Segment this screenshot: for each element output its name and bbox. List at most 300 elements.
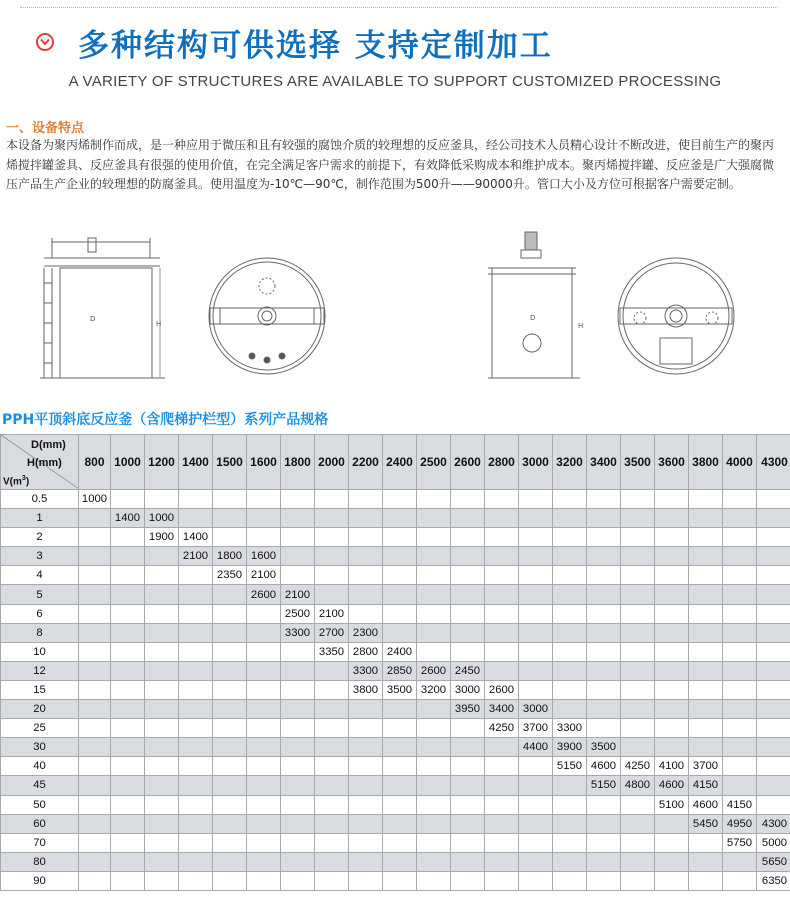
height-cell [587,604,621,623]
table-row [1,585,790,604]
height-cell [111,528,145,547]
volume-cell: 80 [1,852,79,871]
height-cell [655,604,689,623]
height-cell [383,528,417,547]
height-cell [519,566,553,585]
height-cell [315,738,349,757]
height-cell [757,795,790,814]
height-cell: 1000 [145,509,179,528]
height-cell [179,604,213,623]
height-cell [145,700,179,719]
column-header: 1600 [247,435,281,490]
column-header: 1000 [111,435,145,490]
height-cell [179,566,213,585]
height-cell [723,623,757,642]
height-cell: 1000 [79,490,111,509]
height-cell [519,776,553,795]
height-cell [179,509,213,528]
height-cell [145,680,179,699]
height-cell [723,719,757,738]
height-cell [519,680,553,699]
table-row [1,642,790,661]
height-cell [79,776,111,795]
height-cell [553,604,587,623]
height-cell [553,871,587,890]
height-cell [553,528,587,547]
height-cell [247,871,281,890]
height-cell [145,604,179,623]
volume-cell: 1 [1,509,79,528]
height-cell [417,585,451,604]
height-cell: 2800 [349,642,383,661]
height-cell: 1900 [145,528,179,547]
height-cell: 4600 [587,757,621,776]
height-cell [757,509,790,528]
height-cell [315,700,349,719]
height-cell [587,490,621,509]
height-cell [315,585,349,604]
height-cell: 4400 [519,738,553,757]
height-cell [485,776,519,795]
height-cell [485,814,519,833]
height-cell [179,871,213,890]
height-cell [757,604,790,623]
volume-cell: 0.5 [1,490,79,509]
height-cell [723,776,757,795]
height-cell: 4150 [723,795,757,814]
height-cell [417,776,451,795]
height-cell: 2600 [485,680,519,699]
height-cell [519,547,553,566]
height-cell: 3300 [281,623,315,642]
height-cell [213,680,247,699]
height-cell: 2100 [315,604,349,623]
height-cell [485,509,519,528]
height-cell [281,738,315,757]
height-cell [315,719,349,738]
table-row [1,719,790,738]
height-cell [485,528,519,547]
height-cell [179,776,213,795]
height-cell [553,566,587,585]
height-cell [349,852,383,871]
height-cell [723,680,757,699]
height-cell [111,680,145,699]
height-cell [281,509,315,528]
height-cell [689,547,723,566]
height-cell [587,680,621,699]
height-cell [247,719,281,738]
table-row [1,623,790,642]
height-cell [349,871,383,890]
height-cell: 1400 [179,528,213,547]
height-cell [315,795,349,814]
height-cell [179,642,213,661]
height-cell [621,490,655,509]
height-cell [111,814,145,833]
height-cell [587,528,621,547]
height-cell [349,776,383,795]
height-cell [213,528,247,547]
height-cell [213,795,247,814]
height-cell [519,642,553,661]
page-subtitle: A VARIETY OF STRUCTURES ARE AVAILABLE TO SUPPORT CUSTOMIZED PROCESSING [68,73,722,90]
height-cell [587,661,621,680]
height-cell [451,528,485,547]
height-cell: 4300 [757,814,790,833]
height-cell [383,604,417,623]
height-cell [689,490,723,509]
height-cell [417,604,451,623]
height-cell [485,642,519,661]
height-cell [621,623,655,642]
height-cell [689,585,723,604]
height-cell [723,528,757,547]
height-cell [519,490,553,509]
height-cell: 3300 [349,661,383,680]
height-cell [621,700,655,719]
height-cell [689,680,723,699]
height-cell [247,700,281,719]
height-cell [349,585,383,604]
table-row [1,757,790,776]
height-cell: 3500 [383,680,417,699]
height-cell [689,528,723,547]
height-cell: 2300 [349,623,383,642]
volume-cell: 5 [1,585,79,604]
height-cell [553,795,587,814]
height-cell: 2850 [383,661,417,680]
height-cell [349,700,383,719]
height-cell [587,795,621,814]
height-cell [655,528,689,547]
column-header: 2200 [349,435,383,490]
height-cell [247,661,281,680]
height-cell [757,528,790,547]
height-cell [417,490,451,509]
height-cell [587,719,621,738]
height-cell [111,719,145,738]
height-cell [655,490,689,509]
height-cell [145,776,179,795]
height-cell: 5150 [553,757,587,776]
height-cell [281,814,315,833]
height-cell [79,680,111,699]
height-cell [281,642,315,661]
table-row [1,776,790,795]
equipment-drawings [0,228,790,388]
height-cell [757,680,790,699]
height-cell [587,814,621,833]
height-cell [553,776,587,795]
height-cell [689,642,723,661]
height-cell [655,871,689,890]
height-cell [213,623,247,642]
height-cell [179,757,213,776]
height-cell [79,814,111,833]
height-cell [349,757,383,776]
height-cell [145,871,179,890]
height-cell [79,700,111,719]
height-cell [213,833,247,852]
height-cell: 3200 [417,680,451,699]
height-cell [111,642,145,661]
height-cell [145,719,179,738]
height-cell [757,700,790,719]
height-cell [757,566,790,585]
height-cell [621,833,655,852]
height-cell [553,814,587,833]
height-cell [315,547,349,566]
column-header: 1200 [145,435,179,490]
height-cell: 3400 [485,700,519,719]
height-cell [519,871,553,890]
column-header: 2000 [315,435,349,490]
height-cell [587,642,621,661]
height-cell [247,833,281,852]
height-cell [145,661,179,680]
height-cell [485,871,519,890]
height-cell [145,566,179,585]
height-cell [383,719,417,738]
height-cell [383,776,417,795]
height-cell [145,547,179,566]
volume-cell: 90 [1,871,79,890]
motor-tank-top-view [618,258,734,374]
height-cell [383,509,417,528]
height-cell [451,776,485,795]
height-cell [179,490,213,509]
column-header: 3000 [519,435,553,490]
height-cell [213,490,247,509]
height-cell [689,509,723,528]
page-title: 多种结构可供选择 支持定制加工 [78,27,553,64]
height-cell [519,585,553,604]
volume-cell: 20 [1,700,79,719]
column-header: 2800 [485,435,519,490]
height-cell [621,852,655,871]
height-cell [723,642,757,661]
column-header: 3200 [553,435,587,490]
height-cell [519,852,553,871]
height-cell [757,776,790,795]
height-cell [689,566,723,585]
height-cell [315,814,349,833]
height-cell [621,719,655,738]
height-cell [417,528,451,547]
volume-cell: 6 [1,604,79,623]
label-h: H [156,320,162,328]
corner-d-label: D(mm) [31,439,66,451]
height-cell [519,623,553,642]
height-cell [349,795,383,814]
height-cell [349,490,383,509]
height-cell: 4600 [655,776,689,795]
height-cell [315,852,349,871]
height-cell [281,852,315,871]
height-cell [179,814,213,833]
table-row [1,547,790,566]
height-cell [587,852,621,871]
height-cell [247,528,281,547]
height-cell [111,490,145,509]
height-cell [281,680,315,699]
table-row [1,795,790,814]
height-cell [79,509,111,528]
height-cell: 2700 [315,623,349,642]
height-cell [213,509,247,528]
corner-v-label: $V(m^3)$ [3,475,30,488]
height-cell [553,585,587,604]
height-cell [485,757,519,776]
table-row [1,814,790,833]
height-cell: 5450 [689,814,723,833]
height-cell [723,700,757,719]
height-cell [349,566,383,585]
height-cell [451,719,485,738]
height-cell: 3350 [315,642,349,661]
height-cell [587,871,621,890]
height-cell [349,604,383,623]
height-cell [587,585,621,604]
height-cell [383,871,417,890]
height-cell [553,833,587,852]
height-cell [655,642,689,661]
volume-cell: 70 [1,833,79,852]
height-cell [757,547,790,566]
height-cell: 2400 [383,642,417,661]
height-cell [519,661,553,680]
height-cell: 2500 [281,604,315,623]
height-cell [621,680,655,699]
height-cell [451,852,485,871]
height-cell [281,776,315,795]
height-cell [281,833,315,852]
table-row [1,680,790,699]
height-cell [247,757,281,776]
height-cell [723,757,757,776]
height-cell [655,661,689,680]
height-cell [79,795,111,814]
table-row [1,700,790,719]
height-cell: 4950 [723,814,757,833]
height-cell [349,814,383,833]
height-cell [281,547,315,566]
height-cell [485,795,519,814]
height-cell [485,833,519,852]
height-cell [79,852,111,871]
column-header: 4000 [723,435,757,490]
height-cell [111,852,145,871]
height-cell [757,757,790,776]
height-cell [383,795,417,814]
table-row [1,661,790,680]
height-cell [383,623,417,642]
table-row [1,871,790,890]
volume-cell: 45 [1,776,79,795]
height-cell [145,490,179,509]
height-cell [723,566,757,585]
height-cell [281,795,315,814]
height-cell [621,795,655,814]
height-cell [315,757,349,776]
height-cell [655,680,689,699]
height-cell [383,700,417,719]
height-cell [485,490,519,509]
height-cell [179,623,213,642]
height-cell [247,509,281,528]
label-h-2: H [578,322,584,330]
height-cell [213,719,247,738]
height-cell: 1800 [213,547,247,566]
height-cell [383,757,417,776]
height-cell [655,719,689,738]
height-cell [451,547,485,566]
height-cell [79,833,111,852]
height-cell: 4800 [621,776,655,795]
height-cell [553,852,587,871]
height-cell [451,623,485,642]
height-cell [655,700,689,719]
height-cell [111,700,145,719]
height-cell [655,852,689,871]
height-cell: 2100 [179,547,213,566]
height-cell [417,795,451,814]
height-cell [519,509,553,528]
height-cell [621,604,655,623]
height-cell [111,795,145,814]
height-cell [757,738,790,757]
height-cell: 4250 [485,719,519,738]
height-cell [519,604,553,623]
table-row [1,738,790,757]
volume-cell: 8 [1,623,79,642]
height-cell [111,566,145,585]
height-cell [315,509,349,528]
label-d: D [90,315,96,323]
column-header: 1400 [179,435,213,490]
height-cell [349,528,383,547]
height-cell: 3700 [689,757,723,776]
height-cell [247,490,281,509]
height-cell [451,795,485,814]
height-cell [79,585,111,604]
height-cell [655,814,689,833]
volume-cell: 40 [1,757,79,776]
height-cell [145,623,179,642]
height-cell [315,490,349,509]
height-cell [179,719,213,738]
height-cell [621,528,655,547]
height-cell [315,680,349,699]
height-cell [213,776,247,795]
height-cell [349,738,383,757]
height-cell [723,852,757,871]
height-cell: 3000 [519,700,553,719]
height-cell: 3300 [553,719,587,738]
height-cell [179,700,213,719]
height-cell [111,776,145,795]
height-cell [451,585,485,604]
height-cell [145,852,179,871]
height-cell [621,642,655,661]
height-cell [689,738,723,757]
height-cell [723,738,757,757]
height-cell [519,757,553,776]
height-cell [281,490,315,509]
volume-cell: 10 [1,642,79,661]
height-cell [383,738,417,757]
